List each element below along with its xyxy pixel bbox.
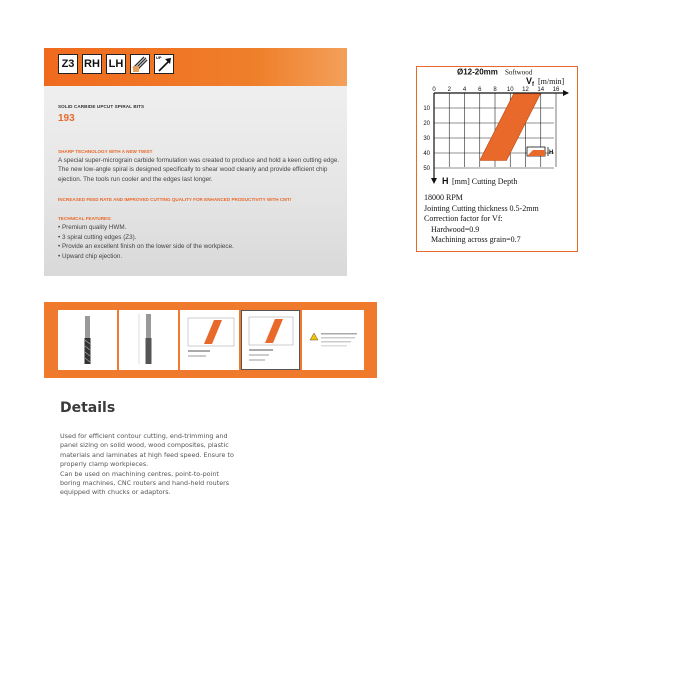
y-tick-label: 10 <box>423 106 430 112</box>
across-grain-note: Machining across grain=0.7 <box>431 235 521 244</box>
badge-rh: RH <box>82 54 102 74</box>
technology-paragraph: A special super-micrograin carbide formulation was created to produce and hold a keen cutting edge. The new low-angle spiral is designed specifically to shear wood cleanly and provide efficient chip ejection. The tools run cooler and the edges last longer. <box>58 157 340 183</box>
vf-label: V <box>526 76 533 86</box>
chart-title: Ø12-20mm <box>457 67 498 77</box>
section-heading-feed-rate: INCREASED FEED RATE AND IMPROVED CUTTING QUALITY FOR ENHANCED PRODUCTIVITY WITH CMT! <box>58 197 292 202</box>
inset-h-label: H <box>549 150 554 156</box>
h-unit-label: [mm] Cutting Depth <box>452 177 518 186</box>
product-subtitle: SOLID CARBIDE UPCUT SPIRAL BITS <box>58 104 145 109</box>
chart-thumbnail-image <box>242 311 298 368</box>
feature-item: • Provide an excellent finish on the lower side of the workpiece. <box>58 243 234 250</box>
thumbnail-warning[interactable] <box>302 310 364 370</box>
badge-z3: Z3 <box>58 54 78 74</box>
x-tick-label: 16 <box>552 87 560 93</box>
product-banner <box>44 48 347 276</box>
chart-notes <box>424 193 539 246</box>
details-description <box>60 432 240 498</box>
chart-title-material: Softwood <box>505 68 533 77</box>
feature-item: • Upward chip ejection. <box>58 252 123 260</box>
y-tick-labels <box>423 106 430 172</box>
hardwood-note: Hardwood=0.9 <box>431 224 480 234</box>
section-heading-technology: SHARP TECHNOLOGY WITH A NEW TWIST <box>58 149 153 154</box>
up-label: UP <box>156 55 162 60</box>
y-tick-label: 30 <box>423 136 430 142</box>
feature-badges <box>58 54 174 74</box>
feature-item: • 3 spiral cutting edges (Z3). <box>58 233 137 241</box>
features-list <box>58 223 234 261</box>
cutting-chart-panel <box>416 66 578 252</box>
details-heading: Details <box>60 400 116 416</box>
chart-thumbnail-image <box>180 310 239 370</box>
feature-item: • Premium quality HWM. <box>58 224 127 231</box>
y-tick-label: 20 <box>423 121 430 127</box>
thumbnail-bit-side[interactable] <box>119 310 178 370</box>
x-tick-label: 10 <box>506 87 514 93</box>
upcut-arrow-icon <box>154 54 174 74</box>
image-thumbnail-strip <box>44 302 377 378</box>
product-code: 193 <box>58 113 75 124</box>
router-bit-image <box>58 310 117 370</box>
x-tick-label: 0 <box>432 87 436 93</box>
vf-unit: [m/min] <box>538 77 565 86</box>
y-tick-label: 40 <box>423 151 430 157</box>
x-tick-labels <box>432 87 560 93</box>
x-tick-label: 8 <box>493 87 497 93</box>
correction-note: Correction factor for Vf: <box>424 214 503 223</box>
x-tick-label: 6 <box>478 87 482 93</box>
section-heading-features: TECHNICAL FEATURES: <box>58 216 112 221</box>
x-axis-arrow <box>563 90 569 96</box>
thumbnail-bit-front[interactable] <box>58 310 117 370</box>
y-axis-arrow <box>431 178 437 184</box>
spiral-bit-icon <box>130 54 150 74</box>
router-bit-drawing <box>119 310 178 370</box>
thumbnail-chart-2[interactable] <box>241 310 300 370</box>
warning-thumbnail-image <box>302 310 364 370</box>
rpm-note: 18000 RPM <box>424 193 463 202</box>
depth-inset-icon <box>527 147 553 156</box>
y-tick-label: 50 <box>423 166 430 172</box>
thickness-note: Jointing Cutting thickness 0.5-2mm <box>424 203 539 213</box>
x-tick-label: 14 <box>537 87 545 93</box>
h-label: H <box>442 176 449 186</box>
thumbnail-chart-1[interactable] <box>180 310 239 370</box>
details-paragraph-machines: Can be used on machining centres, point-to-point boring machines, CNC routers and hand-held routers equipped with chucks or adaptors. <box>60 469 230 497</box>
banner-header-bar <box>44 48 347 86</box>
x-tick-label: 2 <box>447 87 451 93</box>
badge-lh: LH <box>106 54 126 74</box>
x-tick-label: 12 <box>522 87 529 93</box>
vf-subscript: f <box>532 82 534 88</box>
x-tick-label: 4 <box>462 87 467 93</box>
details-paragraph-usage: Used for efficient contour cutting, end-trimming and panel sizing on solid wood, wood composites, plastic materials and laminates at high feed speed. Ensure to properly clamp workpieces. <box>60 432 234 469</box>
